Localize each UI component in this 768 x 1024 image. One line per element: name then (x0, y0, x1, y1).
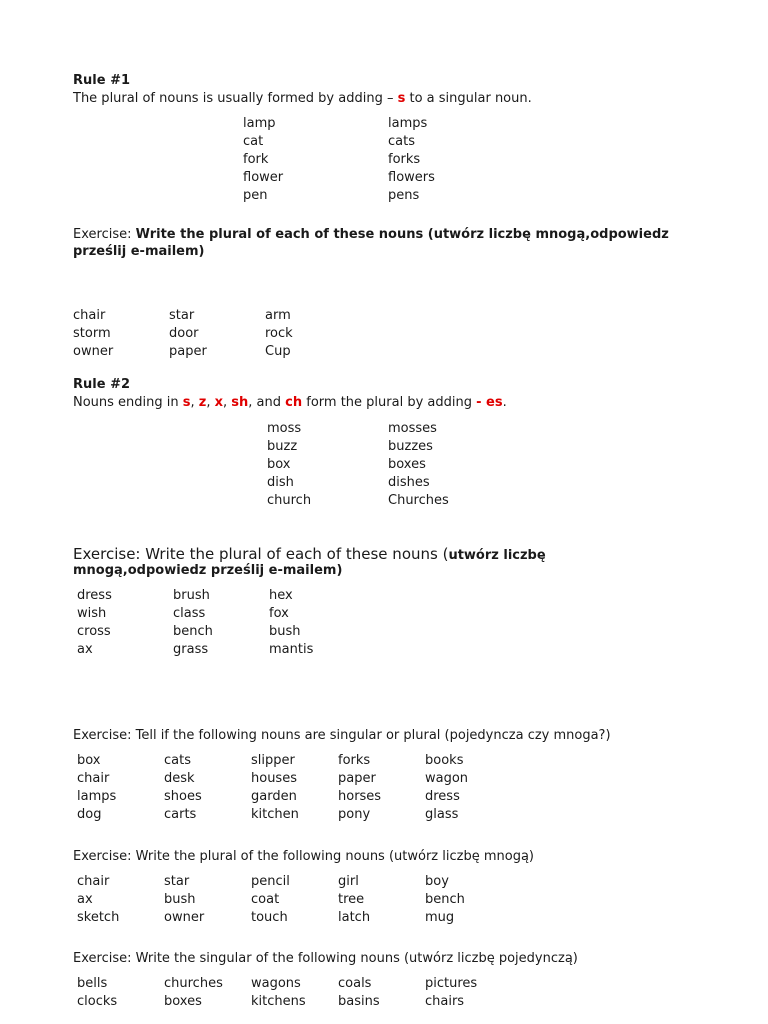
table-cell: glass (425, 807, 459, 822)
table-cell: sketch (77, 910, 120, 925)
table-cell: lamps (77, 789, 117, 804)
table-cell: bush (269, 624, 301, 639)
rule2-text-part: , and (248, 395, 286, 410)
table-cell: chair (77, 771, 110, 786)
list-item: mosses (388, 421, 437, 436)
exercise1-prefix: Exercise: (73, 227, 136, 242)
list-item: cats (388, 134, 415, 149)
table-cell: garden (251, 789, 297, 804)
table-cell: bush (164, 892, 196, 907)
table-row (73, 325, 293, 343)
exercise3-word-table (77, 752, 468, 824)
list-item: lamp (243, 116, 276, 131)
table-cell: coals (338, 976, 372, 991)
table-row (77, 806, 468, 824)
table-cell: chair (73, 308, 106, 323)
exercise2-bold-part: utwórz liczbę (448, 548, 546, 563)
rule1-plural-list (388, 115, 435, 205)
rule2-plural-list (388, 420, 449, 510)
rule2-title: Rule #2 (73, 377, 131, 392)
list-item: pen (243, 188, 268, 203)
table-cell: owner (164, 910, 205, 925)
table-cell: door (169, 326, 199, 341)
list-item: Churches (388, 493, 449, 508)
rule1-suffix: s (397, 91, 406, 106)
table-cell: rock (265, 326, 293, 341)
table-cell: pictures (425, 976, 478, 991)
table-cell: shoes (164, 789, 202, 804)
exercise1-instruction-line1: Write the plural of each of these nouns (utwórz liczbę mnogą,odpowiedz (135, 227, 669, 242)
table-cell: touch (251, 910, 288, 925)
table-row (77, 975, 477, 993)
rule1-text-before: The plural of nouns is usually formed by adding – (73, 91, 398, 106)
table-row (77, 993, 477, 1011)
list-item: fork (243, 152, 269, 167)
list-item: flowers (388, 170, 435, 185)
table-row (77, 752, 468, 770)
table-cell: ax (77, 642, 93, 657)
table-cell: girl (338, 874, 359, 889)
table-cell: owner (73, 344, 114, 359)
exercise4-word-table (77, 873, 465, 927)
rule2-suffix-es: - es (476, 395, 503, 410)
table-cell: paper (338, 771, 376, 786)
table-row (73, 343, 293, 361)
table-row (77, 891, 465, 909)
rule2-suffix-x: x (214, 395, 224, 410)
table-cell: wagons (251, 976, 301, 991)
table-cell: dress (77, 588, 112, 603)
table-cell: latch (338, 910, 371, 925)
table-row (77, 909, 465, 927)
table-cell: pencil (251, 874, 290, 889)
rule2-suffix-sh: sh (231, 395, 249, 410)
table-cell: basins (338, 994, 380, 1009)
table-cell: tree (338, 892, 365, 907)
table-cell: fox (269, 606, 289, 621)
table-cell: ax (77, 892, 93, 907)
list-item: forks (388, 152, 421, 167)
table-cell: bench (425, 892, 465, 907)
rule2-suffix-s: s (182, 395, 191, 410)
table-cell: storm (73, 326, 111, 341)
table-cell: star (164, 874, 190, 889)
exercise2-word-table (77, 587, 313, 659)
table-cell: cats (164, 753, 191, 768)
table-cell: bells (77, 976, 108, 991)
list-item: lamps (388, 116, 428, 131)
rule2-suffix-ch: ch (285, 395, 303, 410)
table-cell: horses (338, 789, 382, 804)
rule1-text-after: to a singular noun. (405, 91, 532, 106)
table-cell: mug (425, 910, 455, 925)
exercise1-instruction-line2: prześlij e-mailem) (73, 244, 205, 259)
table-row (77, 623, 313, 641)
table-cell: bench (173, 624, 213, 639)
rule2-text (73, 395, 507, 410)
table-cell: kitchen (251, 807, 299, 822)
table-cell: Cup (265, 344, 291, 359)
table-cell: wish (77, 606, 107, 621)
table-row (77, 587, 313, 605)
table-cell: dog (77, 807, 102, 822)
table-cell: wagon (425, 771, 469, 786)
table-cell: coat (251, 892, 280, 907)
list-item: moss (267, 421, 302, 436)
list-item: buzz (267, 439, 298, 454)
exercise5-word-table (77, 975, 477, 1011)
table-cell: boxes (164, 994, 202, 1009)
exercise2-instruction-line2: mnogą,odpowiedz prześlij e-mailem) (73, 563, 343, 578)
table-cell: cross (77, 624, 111, 639)
table-cell: chairs (425, 994, 465, 1009)
rule2-text-part: . (502, 395, 507, 410)
table-cell: dress (425, 789, 460, 804)
table-cell: arm (265, 308, 291, 323)
exercise1-instruction (73, 227, 669, 242)
table-cell: paper (169, 344, 207, 359)
table-cell: pony (338, 807, 371, 822)
table-cell: class (173, 606, 206, 621)
rule1-title: Rule #1 (73, 73, 131, 88)
table-cell: clocks (77, 994, 118, 1009)
table-cell: hex (269, 588, 293, 603)
table-cell: houses (251, 771, 297, 786)
exercise2-prefix: Exercise: Write the plural of each of these nouns ( (73, 545, 449, 563)
list-item: church (267, 493, 312, 508)
table-cell: star (169, 308, 195, 323)
table-cell: mantis (269, 642, 314, 657)
list-item: box (267, 457, 291, 472)
rule2-singular-list (267, 420, 311, 510)
table-row (77, 788, 468, 806)
table-cell: kitchens (251, 994, 306, 1009)
table-row (73, 307, 293, 325)
table-cell: churches (164, 976, 223, 991)
table-cell: carts (164, 807, 197, 822)
rule2-sep: , (206, 395, 215, 410)
table-row (77, 605, 313, 623)
table-cell: brush (173, 588, 210, 603)
list-item: flower (243, 170, 284, 185)
list-item: dish (267, 475, 294, 490)
list-item: pens (388, 188, 420, 203)
rule2-sep: , (190, 395, 199, 410)
table-row (77, 873, 465, 891)
table-cell: desk (164, 771, 195, 786)
list-item: buzzes (388, 439, 433, 454)
exercise1-word-table (73, 307, 293, 361)
table-cell: slipper (251, 753, 295, 768)
table-cell: forks (338, 753, 371, 768)
exercise4-instruction: Exercise: Write the plural of the following nouns (utwórz liczbę mnogą) (73, 849, 534, 864)
table-cell: boy (425, 874, 449, 889)
table-cell: grass (173, 642, 209, 657)
table-cell: books (425, 753, 464, 768)
table-cell: box (77, 753, 101, 768)
table-row (77, 770, 468, 788)
list-item: boxes (388, 457, 426, 472)
table-cell: chair (77, 874, 110, 889)
table-row (77, 641, 313, 659)
list-item: cat (243, 134, 264, 149)
exercise5-instruction: Exercise: Write the singular of the following nouns (utwórz liczbę pojedynczą) (73, 951, 578, 966)
rule2-text-part: form the plural by adding (302, 395, 477, 410)
rule2-sep: , (223, 395, 232, 410)
rule2-text-part: Nouns ending in (73, 395, 183, 410)
exercise2-instruction (73, 545, 546, 563)
rule1-singular-list (243, 115, 283, 205)
list-item: dishes (388, 475, 430, 490)
exercise3-instruction: Exercise: Tell if the following nouns are singular or plural (pojedyncza czy mnoga?) (73, 728, 611, 743)
rule1-text (73, 91, 532, 106)
rule2-suffix-z: z (198, 395, 207, 410)
